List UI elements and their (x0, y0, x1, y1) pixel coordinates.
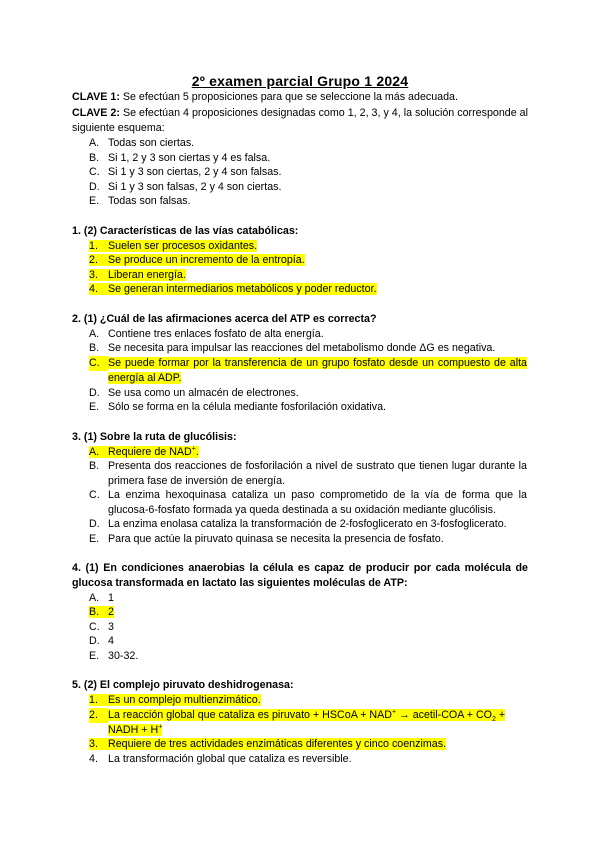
clave1-text: Se efectúan 5 proposiciones para que se seleccione la más adecuada. (119, 91, 458, 103)
q3-option: C. La enzima hexoquinasa cataliza un paso comprometido de la vía de forma que la glucosa-6-fosfato formada ya queda destinada a su oxidación mediante glucólisis. (89, 489, 527, 516)
q2-option: A. Contiene tres enlaces fosfato de alta energía. (89, 328, 324, 340)
scheme-item: B. Si 1, 2 y 3 son ciertas y 4 es falsa. (89, 152, 271, 164)
scheme-item: D. Si 1 y 3 son falsas, 2 y 4 son ciertas. (89, 181, 282, 193)
q1-option: 1. Suelen ser procesos oxidantes. (89, 240, 258, 252)
clave2-label: CLAVE 2: (72, 107, 120, 119)
q2-option-correct: C. Se puede formar por la transferencia de un grupo fosfato desde un compuesto de alta energía al ADP. (89, 357, 527, 384)
q3-option: D. La enzima enolasa cataliza la transformación de 2-fosfoglicerato en 3-fosfoglicerato. (89, 518, 507, 530)
clave2-text: Se efectúan 4 proposiciones designadas como 1, 2, 3, y 4, la solución corresponde al siguiente esquema: (72, 107, 528, 134)
scheme-item: A. Todas son ciertas. (89, 137, 195, 149)
q3-option: E. Para que actúe la piruvato quinasa se necesita la presencia de fosfato. (89, 533, 444, 545)
q5-option: 3. Requiere de tres actividades enzimáticas diferentes y cinco coenzimas. (89, 738, 447, 750)
q5-option: 1. Es un complejo multienzimático. (89, 694, 261, 706)
clave1-label: CLAVE 1: (72, 91, 120, 103)
q3-option-correct: A. Requiere de NAD+. (89, 445, 199, 458)
q2-option: D. Se usa como un almacén de electrones. (89, 387, 299, 399)
q2-option: B. Se necesita para impulsar las reacciones del metabolismo donde ΔG es negativa. (89, 342, 496, 354)
q1-option: 2. Se produce un incremento de la entropía. (89, 254, 305, 266)
q4-option: C. 3 (89, 621, 114, 633)
q2-option: E. Sólo se forma en la célula mediante fosforilación oxidativa. (89, 401, 387, 413)
q1-option: 3. Liberan energía. (89, 269, 186, 281)
clave1 (72, 90, 528, 105)
page-title: 2º examen parcial Grupo 1 2024 (191, 73, 409, 89)
q4-option: D. 4 (89, 635, 114, 647)
q3-option: B. Presenta dos reacciones de fosforilación a nivel de sustrato que tienen lugar durante la primera fase de inversión de energía. (89, 460, 527, 487)
clave2 (72, 106, 528, 136)
q5-option: 4. La transformación global que cataliza es reversible. (89, 753, 352, 765)
q1-option: 4. Se generan intermediarios metabólicos y poder reductor. (89, 283, 377, 295)
question-1-heading: 1. (2) Características de las vías catabólicas: (72, 225, 299, 237)
question-4-heading: 4. (1) En condiciones anaerobias la célula es capaz de producir por cada molécula de glucosa transformada en lactato las siguientes moléculas de ATP: (72, 562, 528, 589)
question-3-heading: 3. (1) Sobre la ruta de glucólisis: (72, 431, 237, 443)
q5-option: 2. La reacción global que cataliza es piruvato + HSCoA + NAD+ → acetil-COA + $CO_2$ + NADH + H+ (89, 708, 506, 736)
question-2-heading: 2. (1) ¿Cuál de las afirmaciones acerca del ATP es correcta? (72, 313, 377, 325)
q4-option: E. 30-32. (89, 650, 139, 662)
q4-option: A. 1 (89, 592, 114, 604)
scheme-item: C. Si 1 y 3 son ciertas, 2 y 4 son falsas. (89, 166, 282, 178)
question-5-heading: 5. (2) El complejo piruvato deshidrogenasa: (72, 679, 294, 691)
scheme-item: E. Todas son falsas. (89, 195, 191, 207)
q4-option-correct: B. 2 (89, 606, 114, 618)
